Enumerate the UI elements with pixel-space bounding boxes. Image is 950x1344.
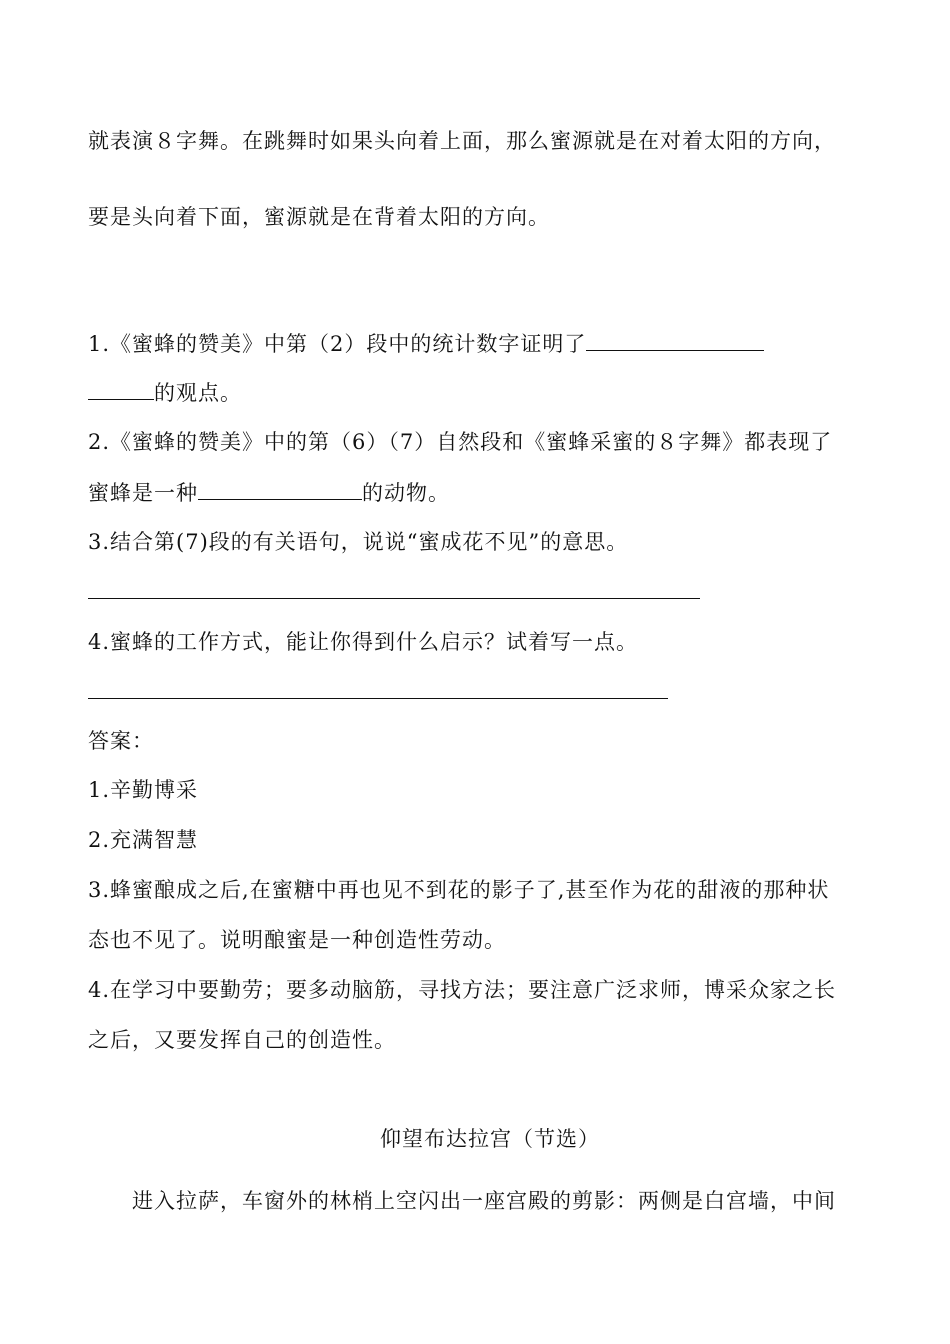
answers-heading: 答案： [88,729,154,753]
next-passage-title: 仰望布达拉宫（节选） [380,1127,600,1151]
next-passage-line-1: 进入拉萨，车窗外的林梢上空闪出一座宫殿的剪影：两侧是白宫墙，中间 [132,1189,836,1213]
question-1 [88,328,764,359]
passage-line-2: 要是头向着下面，蜜源就是在背着太阳的方向。 [88,205,550,229]
question-2-mid: 蜜蜂是一种 [88,481,198,505]
question-1-cont [88,377,242,408]
passage-line-1: 就表演８字舞。在跳舞时如果头向着上面，那么蜜源就是在对着太阳的方向， [88,129,836,153]
answer-3-line-2: 态也不见了。说明酿蜜是一种创造性劳动。 [88,928,506,952]
answer-blank-1b[interactable] [88,377,154,400]
question-1-text: 1.《蜜蜂的赞美》中第（2）段中的统计数字证明了 [88,332,587,356]
question-2-end: 的动物。 [362,481,450,505]
answer-blank-2[interactable] [198,477,362,500]
answer-4-line-1: 4.在学习中要勤劳；要多动脑筋，寻找方法；要注意广泛求师，博采众家之长 [88,978,837,1002]
question-2-cont [88,477,450,508]
answer-4-line-2: 之后，又要发挥自己的创造性。 [88,1028,396,1052]
question-4: 4.蜜蜂的工作方式，能让你得到什么启示？试着写一点。 [88,630,639,654]
answer-3-line-1: 3.蜂蜜酿成之后,在蜜糖中再也见不到花的影子了,甚至作为花的甜液的那种状 [88,878,830,902]
question-2: 2.《蜜蜂的赞美》中的第（6）（7）自然段和《蜜蜂采蜜的８字舞》都表现了 [88,430,833,454]
answer-blank-1a[interactable] [586,328,764,351]
answer-line-3[interactable] [88,598,700,599]
question-3: 3.结合第(7)段的有关语句，说说“蜜成花不见”的意思。 [88,530,629,554]
question-1-end: 的观点。 [154,381,242,405]
answer-2: 2.充满智慧 [88,828,199,852]
answer-line-4[interactable] [88,698,668,699]
answer-1: 1.辛勤博采 [88,778,199,802]
